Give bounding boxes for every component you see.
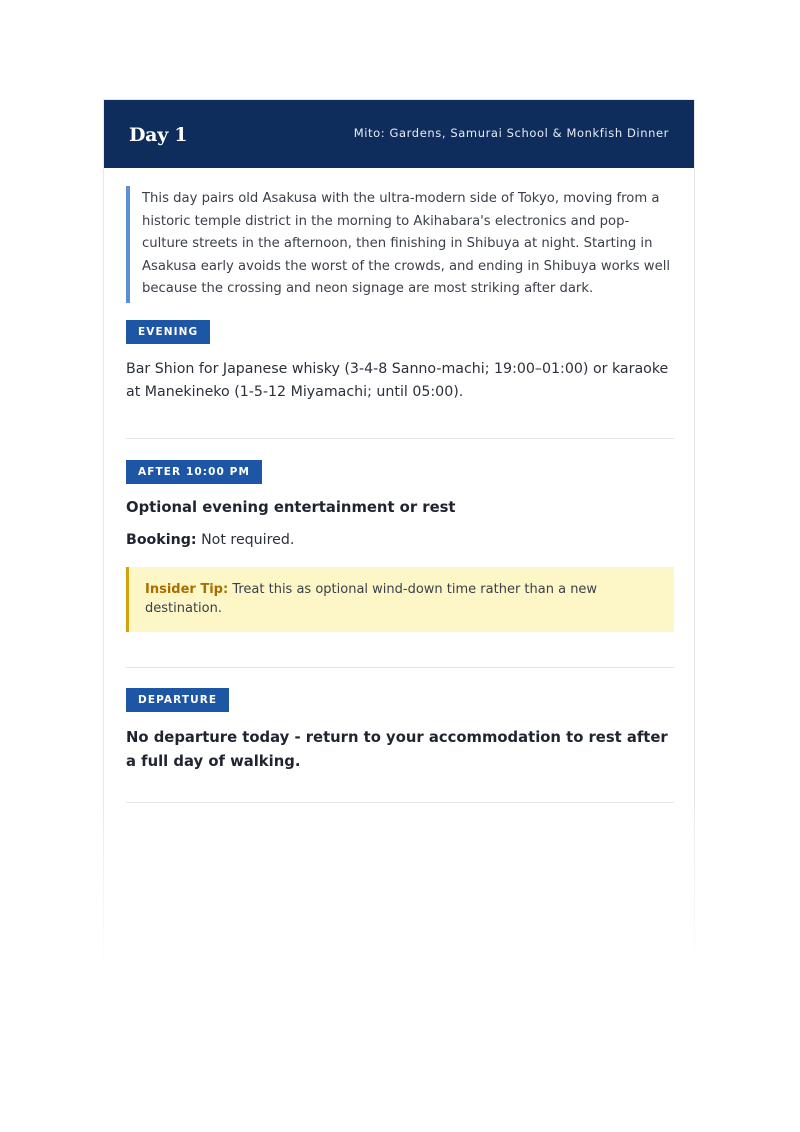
insider-tip-text: Treat this as optional wind-down time rather than a new destination. [145,581,598,616]
day-title: Day 1 [129,124,188,146]
time-badge-departure: DEPARTURE [126,688,229,712]
booking-info [126,530,674,550]
section-after-10pm [126,439,674,668]
time-badge-evening: EVENING [126,320,210,344]
activity-title: Optional evening entertainment or rest [126,498,456,516]
day-body [126,168,674,803]
time-badge-after-10pm: AFTER 10:00 PM [126,460,262,484]
insider-tip [126,567,674,632]
booking-label: Booking: [126,531,197,548]
day-card [103,99,695,975]
section-evening [126,320,674,439]
departure-text: No departure today - return to your accommodation to rest after a full day of walking. [126,728,668,770]
day-subtitle: Mito: Gardens, Samurai School & Monkfish Dinner [353,126,669,140]
evening-text: Bar Shion for Japanese whisky (3-4-8 Sanno-machi; 19:00–01:00) or karaoke at Manekineko (1-5-12 Miyamachi; until 05:00). [126,360,669,400]
section-departure [126,668,674,803]
day-header [104,100,694,168]
insider-tip-label: Insider Tip: [145,581,229,597]
booking-value: Not required. [201,531,295,548]
intro-blockquote: This day pairs old Asakusa with the ultra-modern side of Tokyo, moving from a historic temple district in the morning to Akihabara's electronics and pop-culture streets in the afternoon, then finishing in Shibuya at night. Starting in Asakusa early avoids the worst of the crowds, and ending in Shibuya works well because the crossing and neon signage are most striking after dark. [126,186,674,303]
